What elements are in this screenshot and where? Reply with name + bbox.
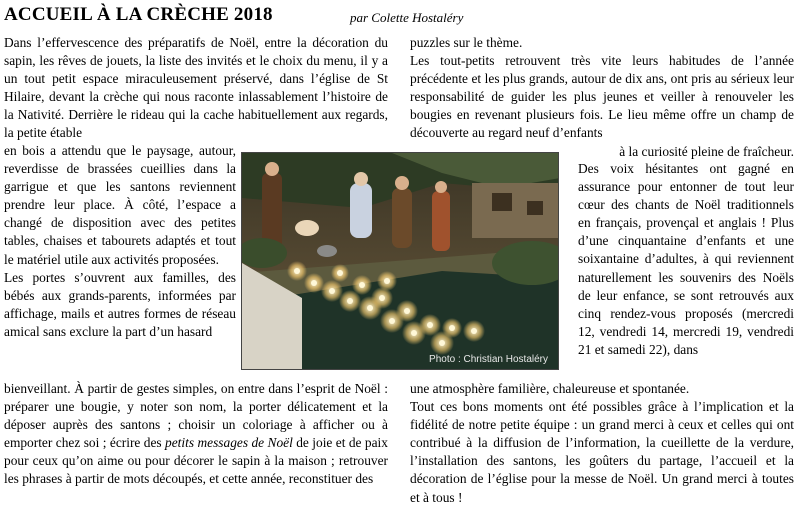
paragraph-curiosity: à la curiosité pleine de fraîcheur.	[619, 143, 794, 159]
left-column-narrow	[4, 142, 236, 341]
activities-text-1: bienveillant. À partir de gestes simples, on entre dans l’esprit de Noël : préparer une bougie, y noter son nom, la porter délicatement et la déposer auprès des santons ; choisir un coloriage à afficher ou à emporter chez soi ; écrire des	[4, 381, 388, 451]
paragraph-songs: Des voix hésitantes ont gagné en assurance pour entonner de tout leur cœur des chants de Noël traditionnels en français, provençal et anglais ! Plus d’une cinquantaine d’enfants et une soixantaine d’adultes, à qui reviennent naturellement les souvenirs des Noëls de leur enfance, se sont retrouvés aux cinq rendez-vous proposés (mercredi 12, vendredi 14, mercredi 19, vendredi 21 et samedi 22), dans	[578, 161, 794, 357]
activities-text-2: de joie et de paix pour ceux qu’on aime ou pour décorer le sapin à la maison ; retrouver les phrases à partir de mots découpés, et cette année, reconstituer des	[4, 435, 388, 487]
paragraph-doors: Les portes s’ouvrent aux familles, des bébés aux grands-parents, informées par affichage, mails et autres formes de réseau amical sans exclure la part d’un hasard	[4, 269, 236, 339]
paragraph-toddlers: Les tout-petits retrouvent très vite leurs habitudes de l’année précédente et les plus grands, autour de dix ans, ont pris au sérieux leur responsabilité de guider les plus jeunes et veiller à renouveler les bougies en revenant plusieurs fois. Le lieu même offre un champ de découverte au regard neuf d’enfants	[410, 53, 794, 141]
right-column-bottom	[410, 380, 794, 507]
paragraph-intro: Dans l’effervescence des préparatifs de Noël, entre la décoration du sapin, les rêves de jouets, la liste des invités et le choix du menu, il y a un tout petit espace miraculeusement préservé, dans l’église de St Hilaire, devant la crèche qui nous raconte inlassablement l’histoire de la Nativité. Derrière le rideau qui la cache habituellement aux regards, la petite étable	[4, 35, 388, 141]
paragraph-activities	[4, 380, 388, 489]
paragraph-atmosphere: une atmosphère familière, chaleureuse et spontanée.	[410, 381, 690, 396]
photo-caption: Photo : Christian Hostaléry	[429, 354, 548, 365]
nativity-scene-image	[242, 153, 559, 370]
left-column-bottom	[4, 380, 388, 489]
paragraph-landscape: en bois a attendu que le paysage, autour, reverdisse de brassées cueillies dans la garrigue et que les santons reviennent prendre leur place. À côté, l’espace a changé de disposition avec des petites tables, chaises et tabourets adaptés et tout le matériel utile aux activités proposées.	[4, 143, 236, 267]
nativity-photo	[241, 152, 559, 370]
right-column-top	[410, 34, 794, 161]
activities-emphasis: petits messages de Noël	[165, 435, 293, 451]
paragraph-thanks: Tout ces bons moments ont été possibles grâce à l’implication et la fidélité de notre petite équipe : un grand merci à ceux et celles qui ont contribué à la diffusion de l’information, la cueillette de la verdure, l’installation des santons, les goûters du partage, l’accueil et la décoration de l’église pour la messe de Noël. Un grand merci à toutes et à tous !	[410, 399, 794, 505]
article-title: ACCUEIL À LA CRÈCHE 2018	[4, 4, 273, 25]
left-column-top	[4, 34, 388, 143]
paragraph-puzzles: puzzles sur le thème.	[410, 35, 523, 50]
right-column-narrow	[578, 160, 794, 359]
article-byline: par Colette Hostaléry	[350, 10, 464, 25]
